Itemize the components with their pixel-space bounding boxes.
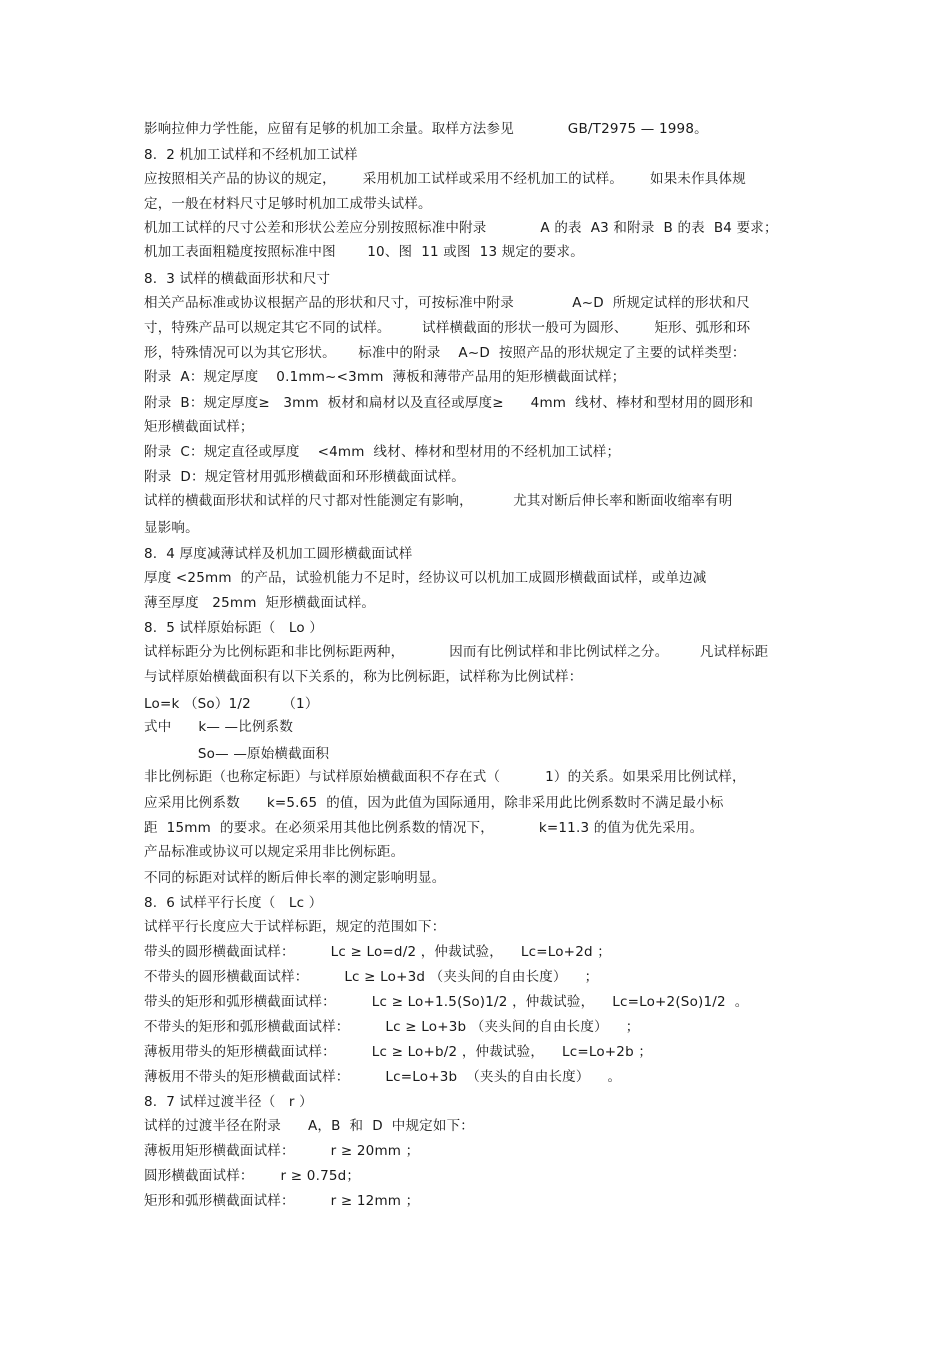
- text-line: 薄板用不带头的矩形横截面试样： Lc=Lo+3b （夹头的自由长度） 。: [144, 1069, 622, 1085]
- text-line: 机加工试样的尺寸公差和形状公差应分别按照标准中附录 A 的表 A3 和附录 B 的表 B4 要求；: [144, 220, 778, 236]
- text-line: 附录 D：规定管材用弧形横截面和环形横截面试样。: [144, 469, 465, 485]
- text-line: 附录 B：规定厚度≥ 3mm 板材和扁材以及直径或厚度≥ 4mm 线材、棒材和型材用的圆形和: [144, 395, 754, 411]
- text-line: 试样的过渡半径在附录 A，B 和 D 中规定如下：: [144, 1118, 474, 1134]
- text-line: 圆形横截面试样： r ≥ 0.75d；: [144, 1168, 361, 1184]
- text-line: 试样的横截面形状和试样的尺寸都对性能测定有影响， 尤其对断后伸长率和断面收缩率有明: [144, 493, 733, 509]
- text-line: 矩形和弧形横截面试样： r ≥ 12mm ；: [144, 1193, 420, 1209]
- section-heading: 8. 3 试样的横截面形状和尺寸: [144, 271, 331, 287]
- section-heading: 8. 2 机加工试样和不经机加工试样: [144, 147, 358, 163]
- text-line: 试样平行长度应大于试样标距，规定的范围如下：: [144, 919, 446, 935]
- text-line: 距 15mm 的要求。在必须采用其他比例系数的情况下， k=11.3 的值为优先采用。: [144, 820, 704, 836]
- text-line: 应采用比例系数 k=5.65 的值，因为此值为国际通用，除非采用此比例系数时不满足最小标: [144, 795, 724, 811]
- text-line: 薄板用带头的矩形横截面试样： Lc ≥ Lo+b/2 ，仲裁试验， Lc=Lo+2b ；: [144, 1044, 653, 1060]
- text-line: 带头的圆形横截面试样： Lc ≥ Lo=d/2 ，仲裁试验， Lc=Lo+2d ；: [144, 944, 611, 960]
- section-heading: 8. 6 试样平行长度（ Lc ）: [144, 895, 323, 911]
- text-line: 薄板用矩形横截面试样： r ≥ 20mm ；: [144, 1143, 420, 1159]
- section-heading: 8. 4 厚度减薄试样及机加工圆形横截面试样: [144, 546, 413, 562]
- text-line: 定，一般在材料尺寸足够时机加工成带头试样。: [144, 196, 432, 212]
- text-line: 试样标距分为比例标距和非比例标距两种， 因而有比例试样和非比例试样之分。 凡试样标距: [144, 644, 769, 660]
- section-heading: 8. 5 试样原始标距（ Lo ）: [144, 620, 324, 636]
- text-line: 机加工表面粗糙度按照标准中图 10、图 11 或图 13 规定的要求。: [144, 244, 584, 260]
- formula-legend: So— —原始横截面积: [144, 746, 330, 762]
- text-line: 产品标准或协议可以规定采用非比例标距。: [144, 844, 405, 860]
- text-line: 与试样原始横截面积有以下关系的，称为比例标距，试样称为比例试样：: [144, 669, 583, 685]
- text-line: 矩形横截面试样；: [144, 419, 254, 435]
- text-line: 寸，特殊产品可以规定其它不同的试样。 试样横截面的形状一般可为圆形、 矩形、弧形和环: [144, 320, 751, 336]
- text-line: 相关产品标准或协议根据产品的形状和尺寸，可按标准中附录 A~D 所规定试样的形状和尺: [144, 295, 750, 311]
- formula-legend: 式中 k— —比例系数: [144, 719, 294, 735]
- text-line: 附录 A：规定厚度 0.1mm~<3mm 薄板和薄带产品用的矩形横截面试样；: [144, 369, 626, 385]
- text-line: 带头的矩形和弧形横截面试样： Lc ≥ Lo+1.5(So)1/2 ，仲裁试验， Lc=Lo+2(So)1/2 。: [144, 994, 749, 1010]
- text-line: 显影响。: [144, 520, 199, 536]
- text-line: 厚度 <25mm 的产品，试验机能力不足时，经协议可以机加工成圆形横截面试样，或单边减: [144, 570, 707, 586]
- text-line: 应按照相关产品的协议的规定， 采用机加工试样或采用不经机加工的试样。 如果未作具体规: [144, 171, 746, 187]
- text-line: 影响拉伸力学性能，应留有足够的机加工余量。取样方法参见 GB/T2975 — 1998。: [144, 121, 708, 137]
- text-line: 非比例标距（也称定标距）与试样原始横截面积不存在式（ 1）的关系。如果采用比例试样，: [144, 769, 746, 785]
- text-line: 形，特殊情况可以为其它形状。 标准中的附录 A~D 按照产品的形状规定了主要的试样类型：: [144, 345, 746, 361]
- text-line: 不带头的圆形横截面试样： Lc ≥ Lo+3d （夹头间的自由长度） ；: [144, 969, 599, 985]
- text-line: 不带头的矩形和弧形横截面试样： Lc ≥ Lo+3b （夹头间的自由长度） ；: [144, 1019, 640, 1035]
- section-heading: 8. 7 试样过渡半径（ r ）: [144, 1094, 313, 1110]
- formula: Lo=k （So）1/2 （1）: [144, 696, 319, 712]
- text-line: 薄至厚度 25mm 矩形横截面试样。: [144, 595, 376, 611]
- text-line: 不同的标距对试样的断后伸长率的测定影响明显。: [144, 870, 446, 886]
- text-line: 附录 C：规定直径或厚度 <4mm 线材、棒材和型材用的不经机加工试样；: [144, 444, 621, 460]
